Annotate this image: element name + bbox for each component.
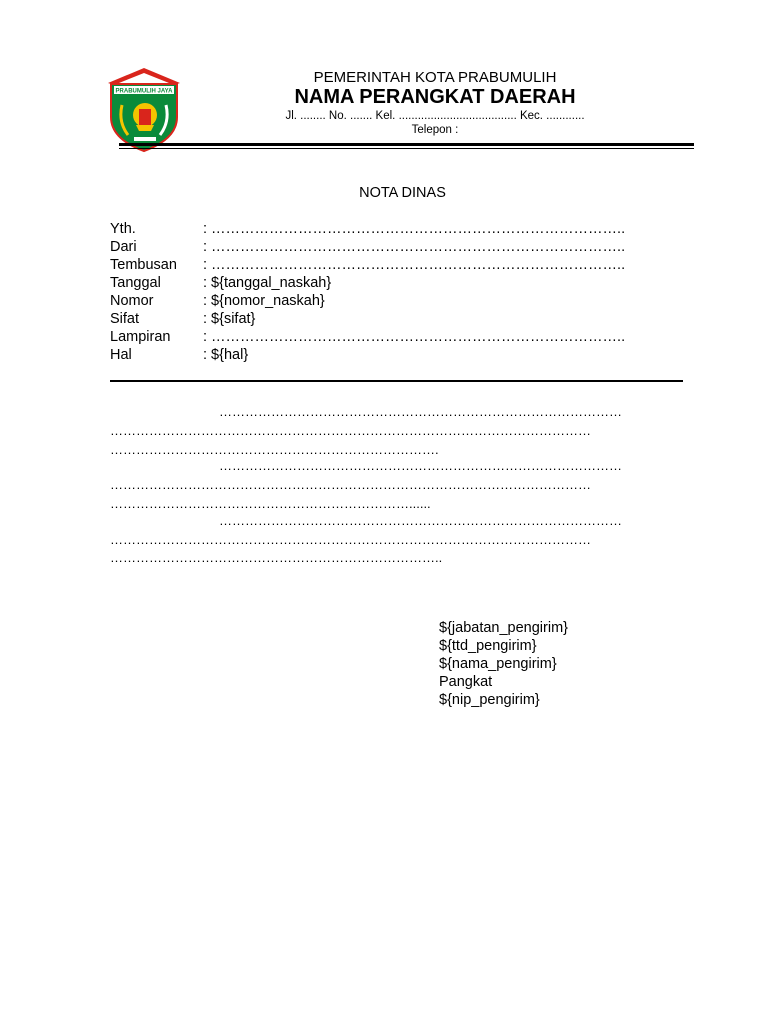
header-separator [110,380,683,382]
signature-name: ${nama_pengirim} [439,656,557,672]
field-value: : ………………………………………………………………………….. [203,221,626,237]
field-value: : ………………………………………………………………………….. [203,239,626,255]
body-line: ………………………………………………………………………………………………… [110,532,591,547]
letterhead-rule-thin [119,148,694,149]
signature-rank: Pangkat [439,674,493,690]
field-label: Hal [110,347,132,363]
government-name: PEMERINTAH KOTA PRABUMULIH [313,69,557,86]
field-nomor [110,293,690,311]
field-label: Nomor [110,293,154,309]
signature-sign: ${ttd_pengirim} [439,638,537,654]
field-value: : ${nomor_naskah} [203,293,325,309]
field-tanggal [110,275,690,293]
field-label: Tanggal [110,275,161,291]
field-label: Sifat [110,311,140,327]
body-line: ………………………………………………………………….. [110,550,443,565]
field-dari [110,239,690,257]
body-line: ………………………………………………………………………………………………… [110,423,591,438]
field-tembusan [110,257,690,275]
body-line: ………………………………………………………………………………… [219,513,622,528]
office-name: NAMA PERANGKAT DAERAH [294,86,576,108]
field-value: : ………………………………………………………………………….. [203,257,626,273]
body-line: ………………………………………………………………………………………………… [110,477,591,492]
field-label: Tembusan [110,257,177,273]
body-line: ………………………………………………………………………………… [219,458,622,473]
document-title: NOTA DINAS [359,185,446,201]
field-label: Lampiran [110,329,171,345]
body-line: ………………………………………………………………………………… [219,404,622,419]
svg-text:PRABUMULIH JAYA: PRABUMULIH JAYA [115,88,173,95]
field-hal [110,347,690,365]
city-emblem-logo [108,67,180,153]
signature-nip: ${nip_pengirim} [439,692,540,708]
field-value: : ${tanggal_naskah} [203,275,332,291]
field-value: : ………………………………………………………………………….. [203,329,626,345]
field-lampiran [110,329,690,347]
field-value: : ${hal} [203,347,249,363]
field-label: Yth. [110,221,136,237]
signature-position: ${jabatan_pengirim} [439,620,568,636]
letterhead-rule-thick [119,143,694,146]
field-yth [110,221,690,239]
field-value: : ${sifat} [203,311,256,327]
office-phone: Telepon : [411,124,459,136]
field-sifat [110,311,690,329]
office-address: Jl. ........ No. ....... Kel. ..................................... Kec. ............ [285,110,585,122]
body-line: ……………………………………………………………...... [110,496,431,511]
body-line: …………………………………………………………………. [110,442,439,457]
field-label: Dari [110,239,137,255]
